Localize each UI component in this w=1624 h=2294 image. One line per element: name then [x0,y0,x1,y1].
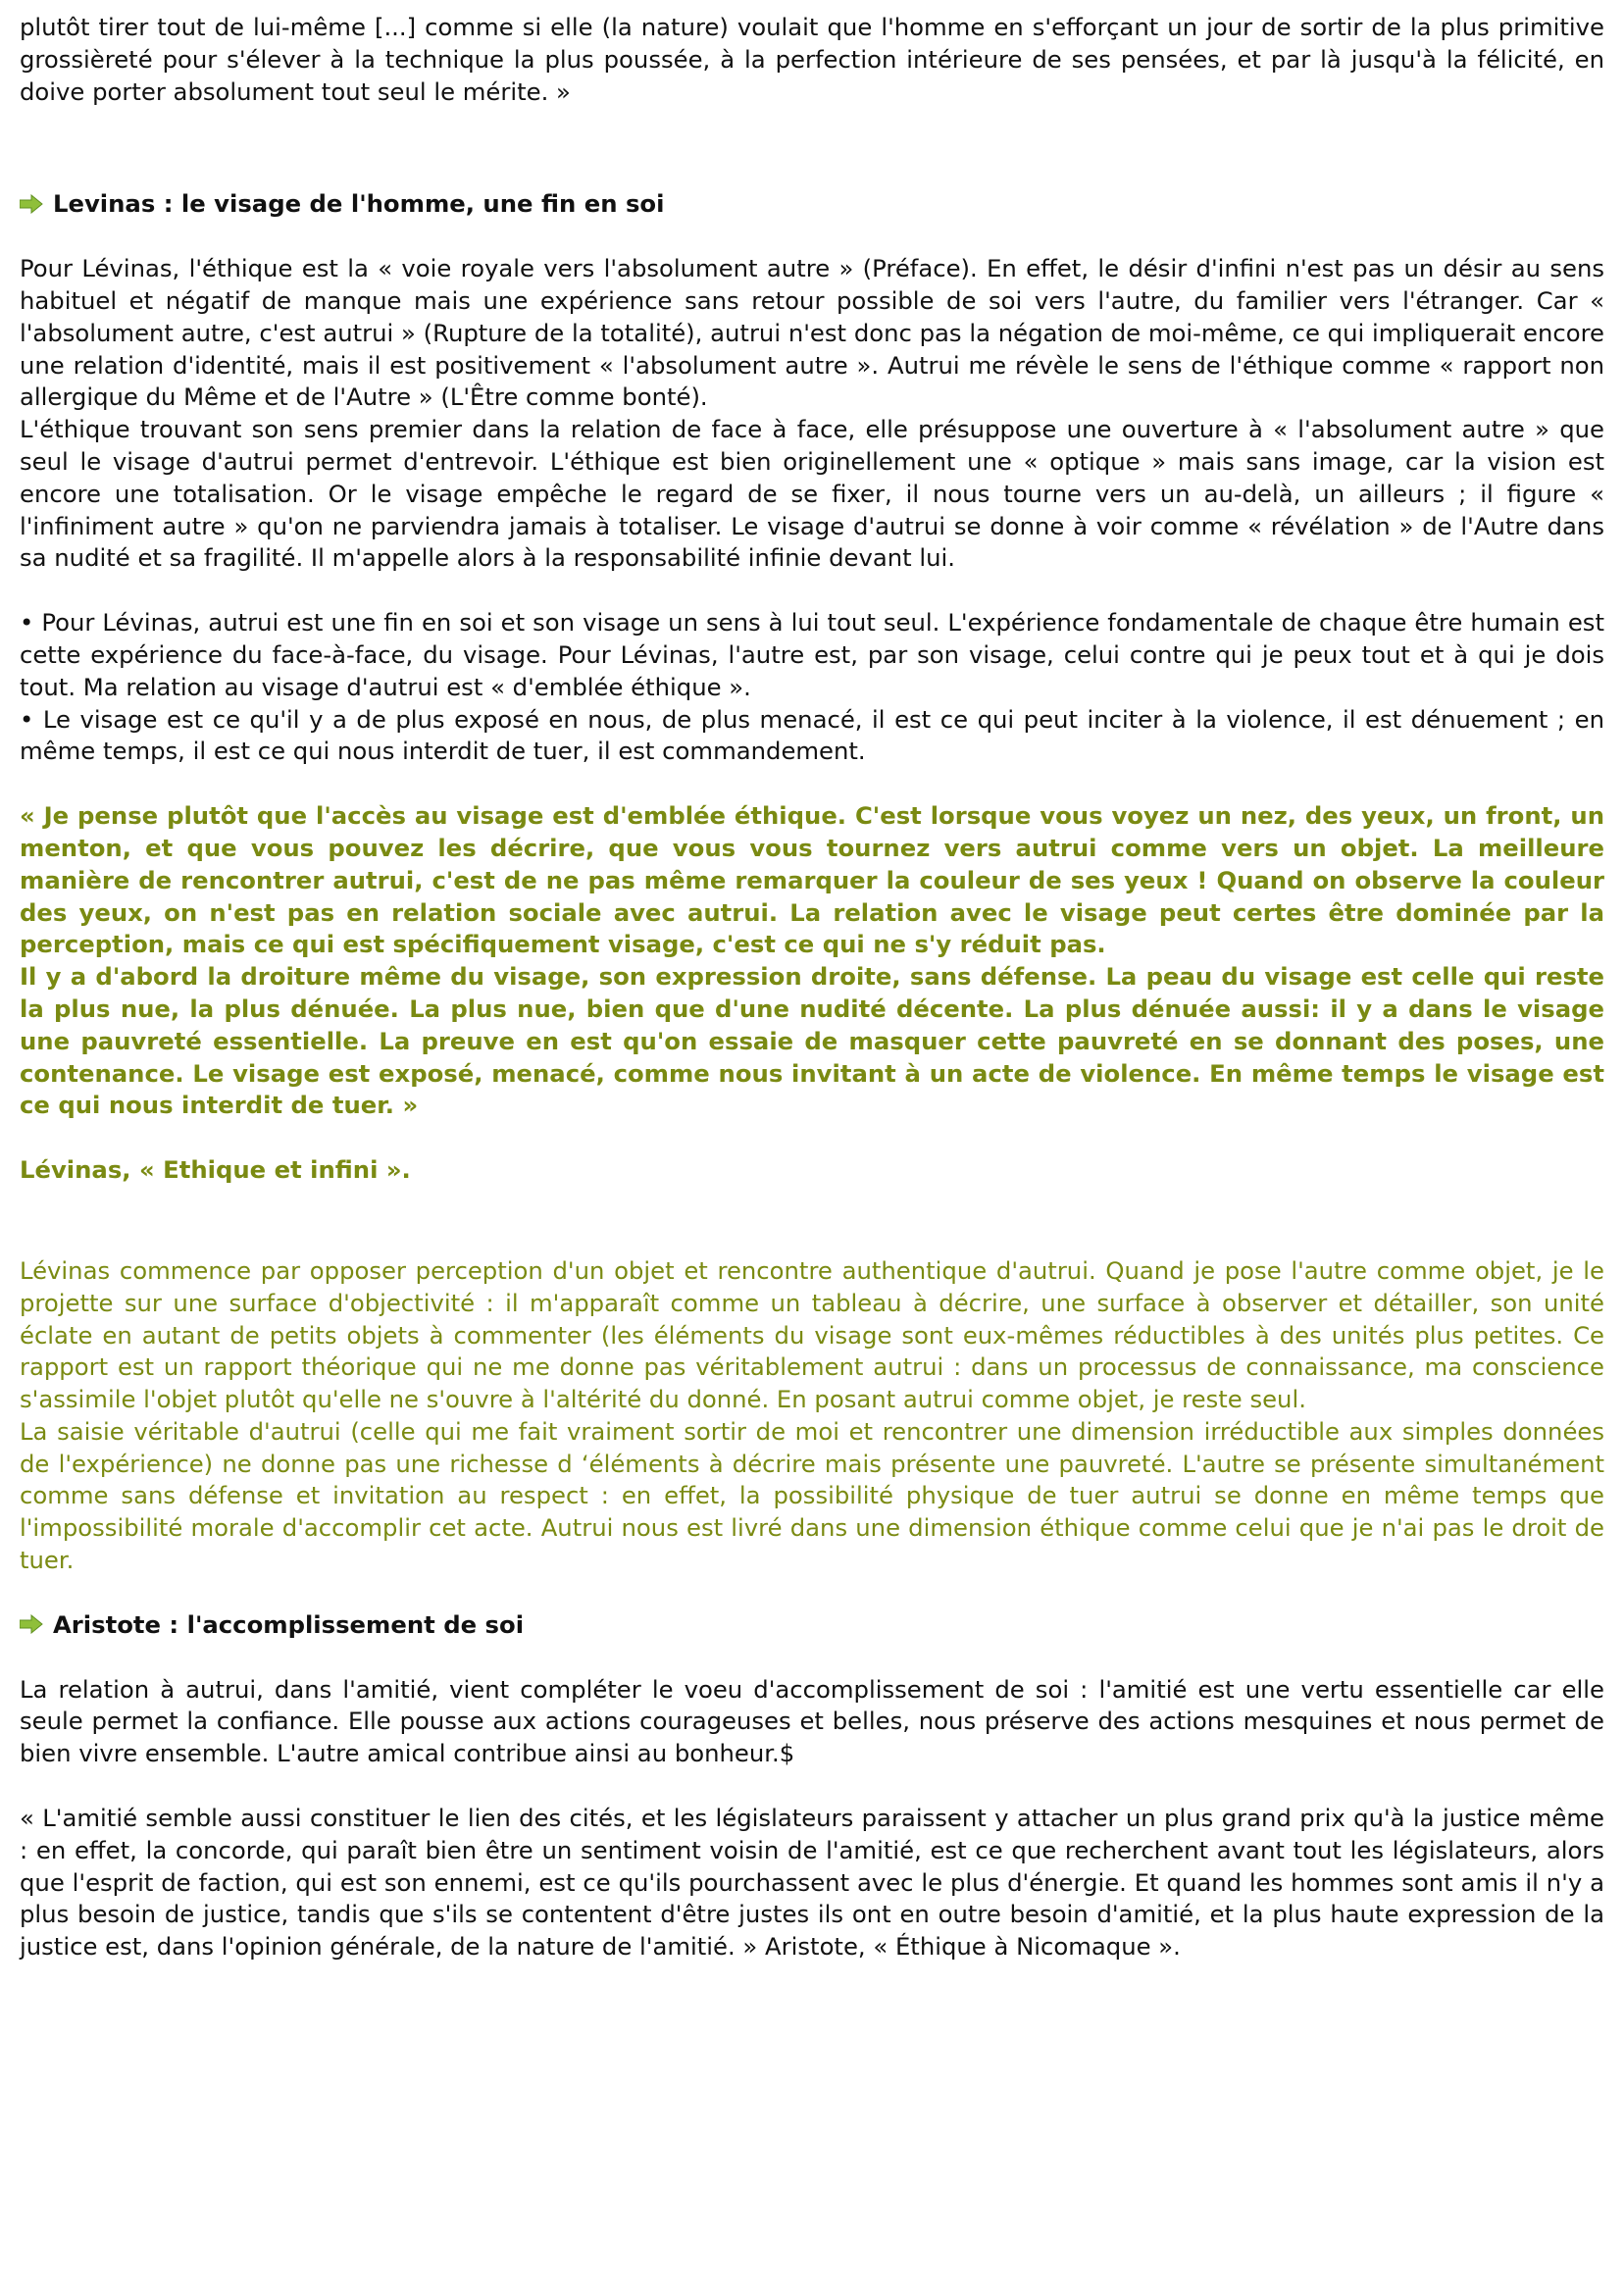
spacer [20,768,1604,800]
spacer [20,575,1604,607]
section-heading-aristote [20,1609,1604,1642]
spacer [20,108,1604,188]
levinas-commentary-2: La saisie véritable d'autrui (celle qui me fait vraiment sortir de moi et rencontrer une dimension irréductible aux simples données de l'expérience) ne donne pas une richesse d ‘éléments à décrire mais présente une pauvreté. L'autre se présente simultanément comme sans défense et invitation au respect : en effet, la possibilité physique de tuer autrui se donne en même temps que l'impossibilité morale d'accomplir cet acte. Autrui nous est livré dans une dimension éthique comme celui que je n'ai pas le droit de tuer. [20,1416,1604,1575]
intro-paragraph: plutôt tirer tout de lui-même [...] comme si elle (la nature) voulait que l'homme en s'efforçant un jour de sortir de la plus primitive grossièreté pour s'élever à la technique la plus poussée, à la perfection intérieure de ses pensées, et par là jusqu'à la félicité, en doive porter absolument tout seul le mérite. » [20,13,1604,106]
levinas-quote-part-1: « Je pense plutôt que l'accès au visage est d'emblée éthique. C'est lorsque vous voyez un nez, des yeux, un front, un menton, et que vous pouvez les décrire, que vous vous tournez vers autrui comme vers un objet. La meilleure manière de rencontrer autrui, c'est de ne pas même remarquer la couleur de ses yeux ! Quand on observe la couleur des yeux, on n'est pas en relation sociale avec autrui. La relation avec le visage peut certes être dominée par la perception, mais ce qui est spécifiquement visage, c'est ce qui ne s'y réduit pas. [20,801,1604,959]
right-arrow-icon [20,194,43,214]
spacer [20,1122,1604,1154]
document-page [20,12,1604,1963]
levinas-bullet-1: • Pour Lévinas, autrui est une fin en soi et son visage un sens à lui tout seul. L'expérience fondamentale de chaque être humain est cette expérience du face-à-face, du visage. Pour Lévinas, l'autre est, par son visage, celui contre qui je peux tout et à qui je dois tout. Ma relation au visage d'autrui est « d'emblée éthique ». [20,608,1604,701]
levinas-paragraph-1b: L'éthique trouvant son sens premier dans la relation de face à face, elle présuppose une ouverture à « l'absolument autre » que seul le visage d'autrui permet d'entrevoir. L'éthique est bien originellement une « optique » mais sans image, car la vision est encore une totalisation. Or le visage empêche le regard de se fixer, il nous tourne vers un au-delà, un ailleurs ; il figure « l'infiniment autre » qu'on ne parviendra jamais à totaliser. Le visage d'autrui se donne à voir comme « révélation » de l'Autre dans sa nudité et sa fragilité. Il m'appelle alors à la responsabilité infinie devant lui. [20,415,1604,573]
section-heading-levinas [20,188,1604,221]
levinas-commentary-1: Lévinas commence par opposer perception d'un objet et rencontre authentique d'autrui. Quand je pose l'autre comme objet, je le projette sur une surface d'objectivité : il m'apparaît comme un tableau à décrire, une surface à observer et détailler, son unité éclate en autant de petits objets à commenter (les éléments du visage sont eux-mêmes réductibles à des unités plus petites. Ce rapport est un rapport théorique qui ne me donne pas véritablement autrui : dans un processus de connaissance, ma conscience s'assimile l'objet plutôt qu'elle ne s'ouvre à l'altérité du donné. En posant autrui comme objet, je reste seul. [20,1255,1604,1414]
aristote-paragraph-1: La relation à autrui, dans l'amitié, vient compléter le voeu d'accomplissement de soi : l'amitié est une vertu essentielle car elle seule permet la confiance. Elle pousse aux actions courageuses et belles, nous préserve des actions mesquines et nous permet de bien vivre ensemble. L'autre amical contribue ainsi au bonheur.$ [20,1674,1604,1768]
section-heading-text: Aristote : l'accomplissement de soi [53,1609,525,1639]
section-heading-text: Levinas : le visage de l'homme, une fin en soi [53,189,665,219]
right-arrow-icon [20,1614,43,1634]
aristote-quote: « L'amitié semble aussi constituer le lien des cités, et les législateurs paraissent y attacher un plus grand prix qu'à la justice même : en effet, la concorde, qui paraît bien être un sentiment voisin de l'amitié, est ce que recherchent avant tout les législateurs, alors que l'esprit de faction, qui est son ennemi, est ce qu'ils pourchassent avec le plus d'énergie. Et quand les hommes sont amis il n'y a plus besoin de justice, tandis que s'ils se contentent d'être justes ils ont en outre besoin d'amitié, et la plus haute expression de la justice est, dans l'opinion générale, de la nature de l'amitié. » Aristote, « Éthique à Nicomaque ». [20,1804,1604,1962]
spacer [20,1642,1604,1674]
levinas-citation: Lévinas, « Ethique et infini ». [20,1155,411,1185]
spacer [20,221,1604,253]
levinas-bullet-2: • Le visage est ce qu'il y a de plus exposé en nous, de plus menacé, il est ce qui peut inciter à la violence, il est dénuement ; en même temps, il est ce qui nous interdit de tuer, il est commandement. [20,704,1604,766]
spacer [20,1187,1604,1255]
spacer [20,1577,1604,1609]
levinas-paragraph-1a: Pour Lévinas, l'éthique est la « voie royale vers l'absolument autre » (Préface). En effet, le désir d'infini n'est pas un désir au sens habituel et négatif de manque mais une expérience sans retour possible de soi vers l'autre, du familier vers l'étranger. Car « l'absolument autre, c'est autrui » (Rupture de la totalité), autrui n'est donc pas la négation de moi-même, ce qui impliquerait encore une relation d'identité, mais il est positivement « l'absolument autre ». Autrui me révèle le sens de l'éthique comme « rapport non allergique du Même et de l'Autre » (L'Être comme bonté). [20,254,1604,412]
levinas-quote-part-2: Il y a d'abord la droiture même du visage, son expression droite, sans défense. La peau du visage est celle qui reste la plus nue, la plus dénuée. La plus nue, bien que d'une nudité décente. La plus dénuée aussi: il y a dans le visage une pauvreté essentielle. La preuve en est qu'on essaie de masquer cette pauvreté en se donnant des poses, une contenance. Le visage est exposé, menacé, comme nous invitant à un acte de violence. En même temps le visage est ce qui nous interdit de tuer. » [20,962,1604,1120]
spacer [20,1770,1604,1803]
